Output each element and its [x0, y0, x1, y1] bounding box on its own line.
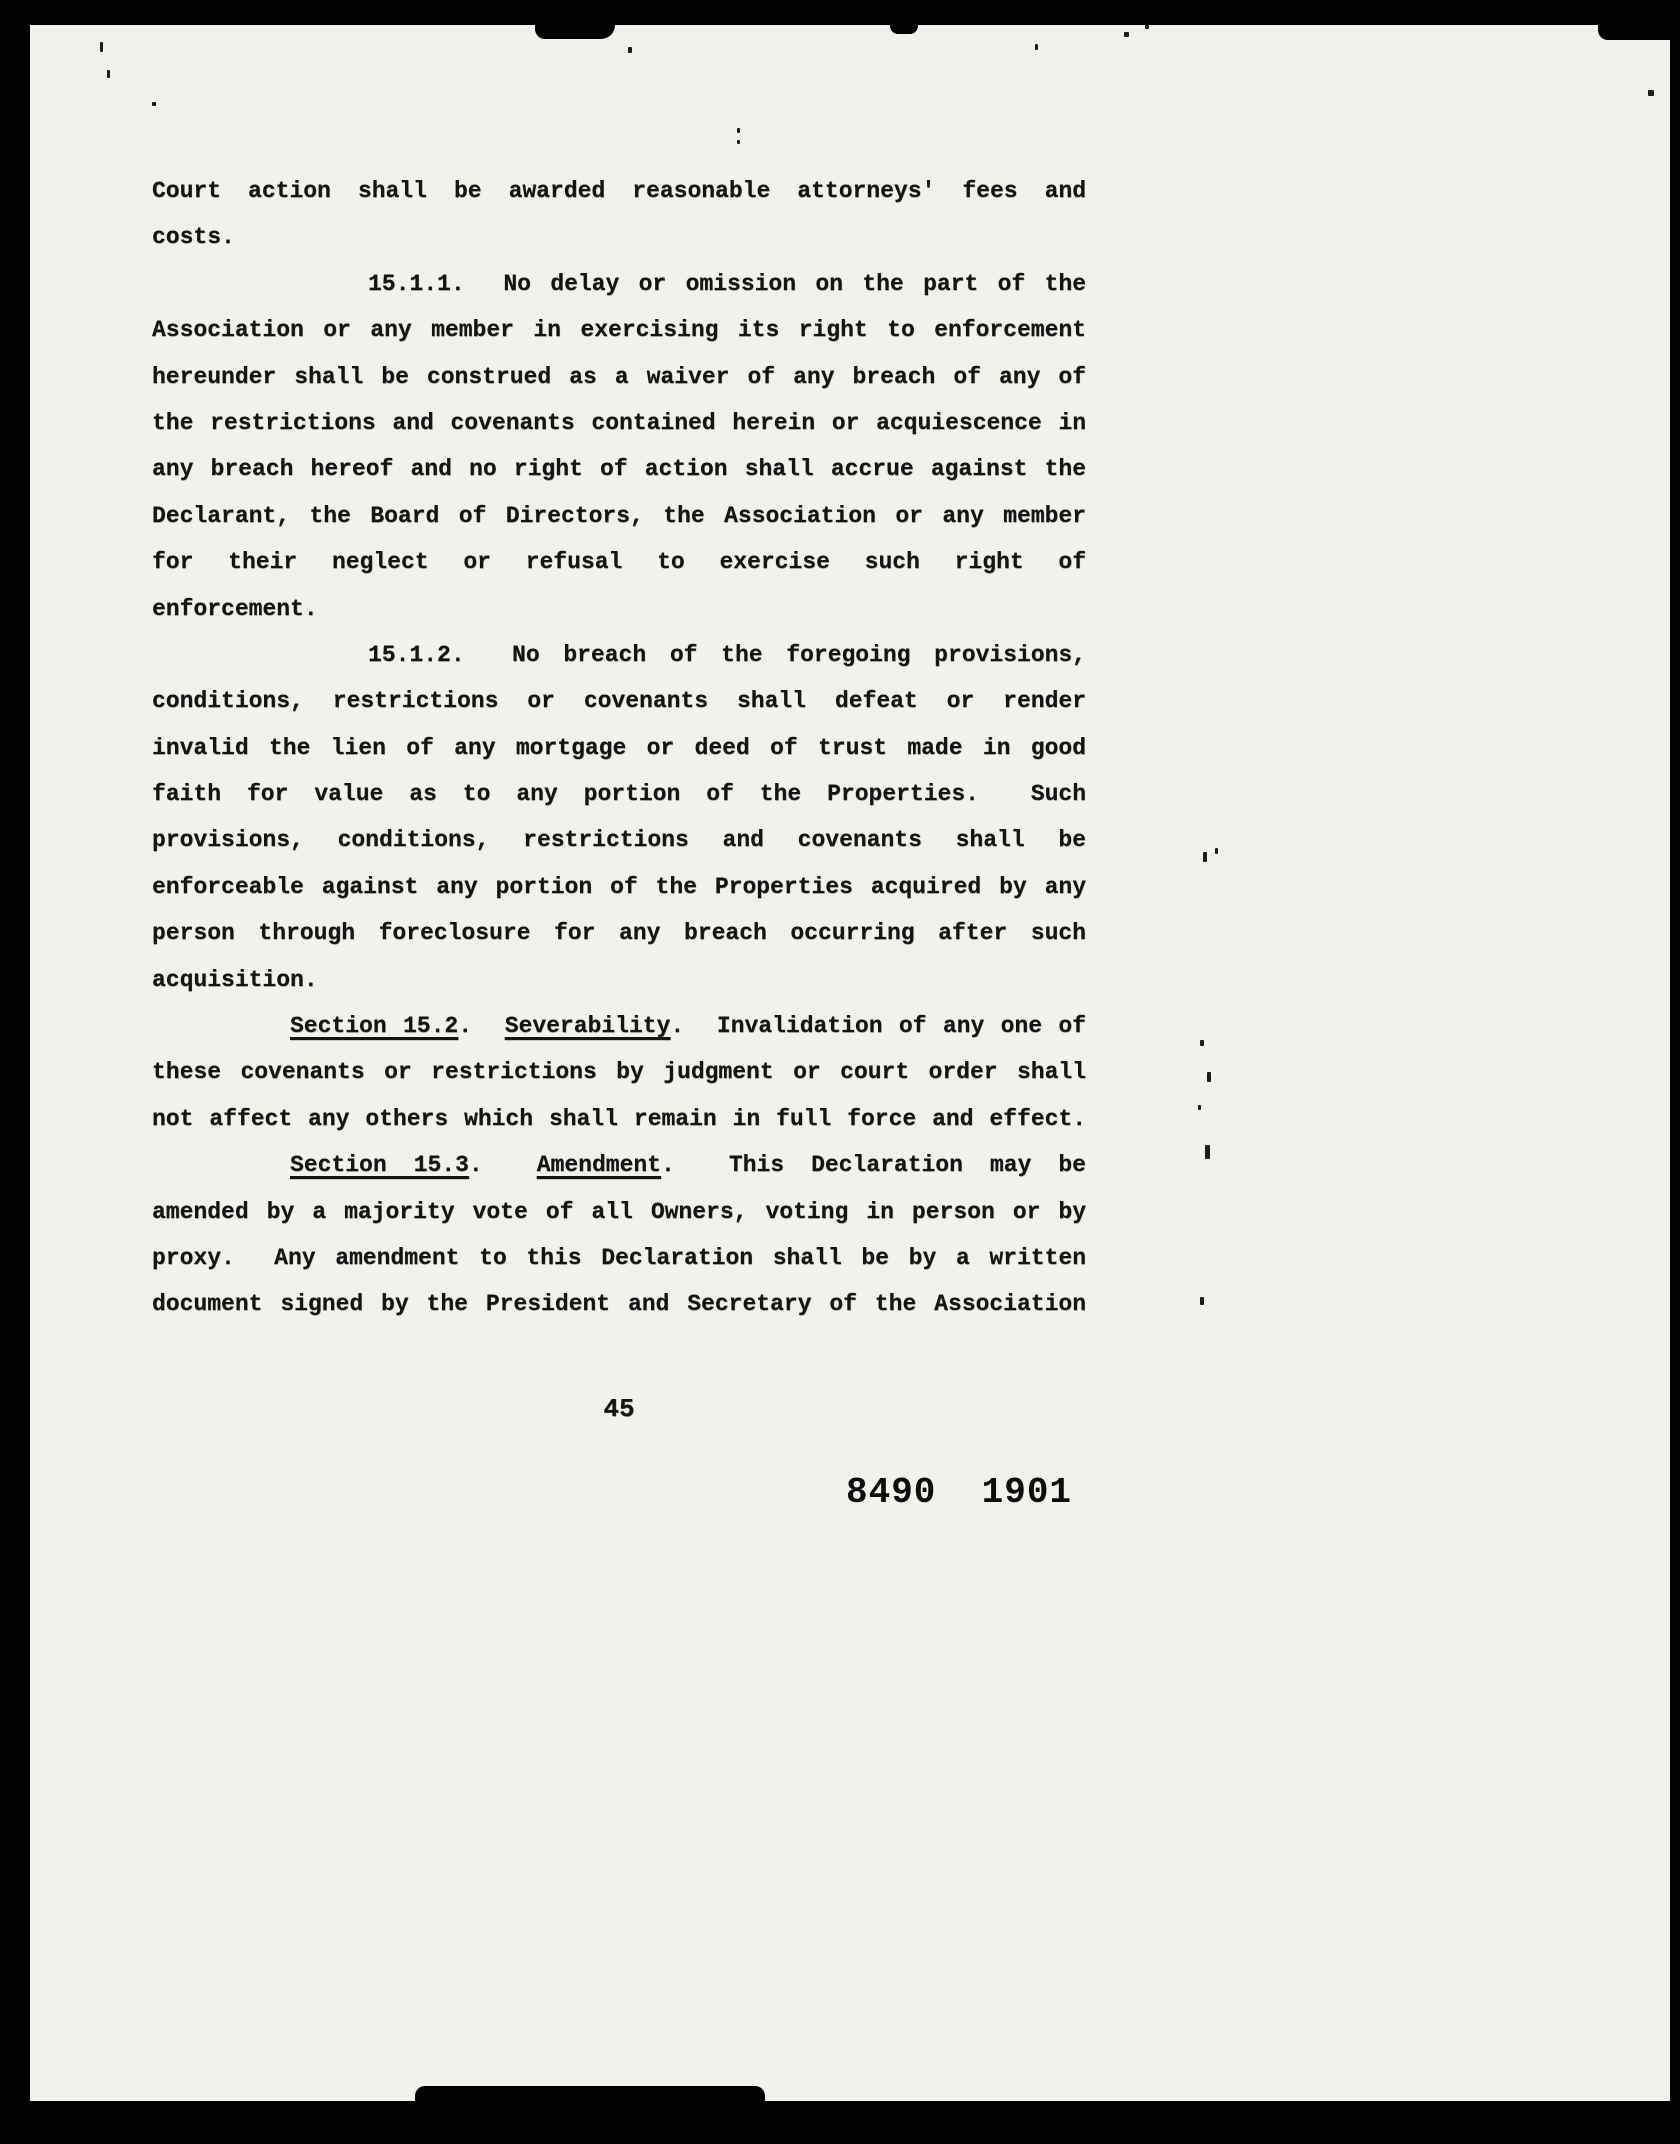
- text-line: [152, 910, 1086, 956]
- text-line: [152, 771, 1086, 817]
- text-line: [152, 632, 1086, 678]
- text-line: [152, 864, 1086, 910]
- scan-speck: [1145, 25, 1149, 29]
- page-number: 45: [603, 1394, 635, 1424]
- scan-speck: [1198, 1105, 1201, 1110]
- text-segment: document signed by the President and Secretary of the Association: [152, 1291, 1086, 1318]
- scan-speck: [1207, 1072, 1211, 1082]
- text-segment: for their neglect or refusal to exercise such right of: [152, 549, 1086, 576]
- scan-border-left: [0, 0, 30, 2144]
- scan-speck: [1215, 848, 1218, 854]
- scan-border-right: [1670, 0, 1680, 2144]
- text-line: [152, 678, 1086, 724]
- text-line: [152, 539, 1086, 585]
- text-line: [152, 1142, 1086, 1188]
- text-segment: proxy. Any amendment to this Declaration shall be by a written: [152, 1244, 1086, 1271]
- text-segment: costs.: [152, 224, 235, 251]
- stamp-number: 8490 1901: [846, 1472, 1073, 1513]
- text-segment: faith for value as to any portion of the Properties. Such: [152, 781, 1086, 808]
- text-line: [152, 261, 1086, 307]
- text-segment: 15.1.1. No delay or omission on the part of the: [368, 270, 1086, 297]
- text-segment: Association or any member in exercising its right to enforcement: [152, 317, 1086, 344]
- text-line: [152, 586, 1086, 632]
- text-line: [152, 446, 1086, 492]
- paragraph: [152, 1003, 1086, 1142]
- text-segment: amended by a majority vote of all Owners, voting in person or by: [152, 1198, 1086, 1225]
- text-line: [152, 1189, 1086, 1235]
- scan-speck: [737, 140, 740, 144]
- paragraph: [152, 168, 1086, 261]
- scan-speck: [100, 42, 103, 52]
- text-line: [152, 817, 1086, 863]
- text-segment: enforcement.: [152, 595, 318, 622]
- paragraph: [152, 1142, 1086, 1328]
- text-segment: any breach hereof and no right of action shall accrue against the: [152, 456, 1086, 483]
- text-segment: enforceable against any portion of the Properties acquired by any: [152, 873, 1086, 900]
- text-segment: these covenants or restrictions by judgment or court order shall: [152, 1059, 1086, 1086]
- text-segment: provisions, conditions, restrictions and covenants shall be: [152, 827, 1086, 854]
- underlined-text: Section 15.2: [290, 1013, 459, 1040]
- scan-speck: [1203, 852, 1207, 862]
- scan-border-top-bump: [535, 0, 615, 39]
- text-segment: Court action shall be awarded reasonable attorneys' fees and: [152, 178, 1086, 204]
- text-segment: Declarant, the Board of Directors, the Association or any member: [152, 502, 1086, 529]
- text-segment: .: [468, 1152, 537, 1179]
- underlined-text: Severability: [504, 1013, 671, 1040]
- scan-speck: [107, 70, 110, 78]
- scan-speck: [1124, 32, 1129, 37]
- text-segment: not affect any others which shall remain in full force and effect.: [152, 1105, 1086, 1132]
- underlined-text: Amendment: [536, 1152, 661, 1179]
- scan-speck: [1035, 44, 1038, 50]
- text-line: [152, 1096, 1086, 1142]
- scan-border-bottom: [0, 2101, 1680, 2144]
- scan-border-top: [0, 0, 1680, 25]
- text-segment: 15.1.2. No breach of the foregoing provisions,: [368, 641, 1086, 668]
- scan-speck: [152, 102, 156, 106]
- scan-border-top-bump: [890, 0, 918, 34]
- text-segment: .: [458, 1013, 505, 1040]
- text-line: [152, 1003, 1086, 1049]
- text-segment: . This Declaration may be: [660, 1152, 1086, 1179]
- scan-speck: [628, 47, 632, 53]
- text-segment: conditions, restrictions or covenants shall defeat or render: [152, 688, 1086, 715]
- text-line: [152, 1235, 1086, 1281]
- text-line: [152, 214, 1086, 260]
- scan-speck: [737, 128, 740, 133]
- text-segment: acquisition.: [152, 966, 318, 993]
- paragraph: [152, 261, 1086, 632]
- paragraph: [152, 632, 1086, 1003]
- text-line: [152, 400, 1086, 446]
- text-line: [152, 725, 1086, 771]
- text-line: [152, 493, 1086, 539]
- text-line: [152, 957, 1086, 1003]
- text-line: [152, 354, 1086, 400]
- scan-speck: [1648, 90, 1654, 96]
- text-segment: person through foreclosure for any breach occurring after such: [152, 920, 1086, 947]
- text-segment: hereunder shall be construed as a waiver of any breach of any of: [152, 363, 1086, 390]
- text-segment: the restrictions and covenants contained herein or acquiescence in: [152, 409, 1086, 436]
- text-segment: . Invalidation of any one of: [670, 1013, 1086, 1040]
- text-line: [152, 168, 1086, 214]
- scan-border-top-corner: [1598, 0, 1680, 40]
- document-body: [152, 168, 1086, 1328]
- scan-border-bottom-bump: [415, 2086, 765, 2106]
- scan-speck: [1200, 1297, 1204, 1305]
- scan-speck: [1205, 1145, 1210, 1159]
- underlined-text: Section 15.3: [290, 1152, 469, 1179]
- scan-speck: [1200, 1040, 1204, 1046]
- text-segment: invalid the lien of any mortgage or deed of trust made in good: [152, 734, 1086, 761]
- text-line: [152, 1049, 1086, 1095]
- text-line: [152, 307, 1086, 353]
- text-line: [152, 1281, 1086, 1327]
